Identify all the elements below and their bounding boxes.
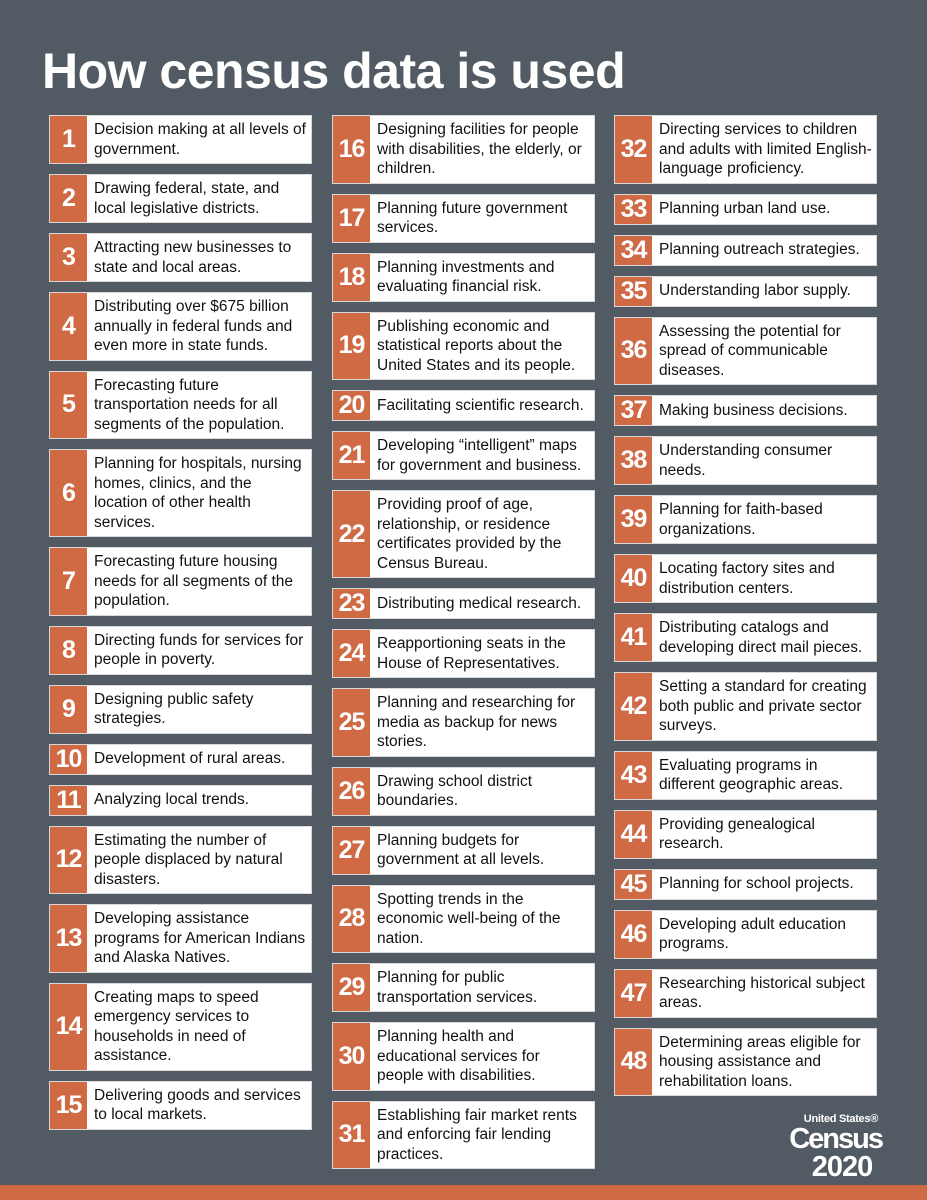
census-2020-logo <box>782 1113 882 1181</box>
item-number: 32 <box>615 116 652 183</box>
list-item <box>49 685 312 734</box>
item-text: Development of rural areas. <box>94 750 286 768</box>
item-number: 6 <box>50 450 87 536</box>
page-title: How census data is used <box>42 43 626 99</box>
item-number: 30 <box>333 1023 370 1090</box>
item-number: 47 <box>615 970 652 1017</box>
item-number: 4 <box>50 293 87 360</box>
item-number: 44 <box>615 811 652 858</box>
item-number: 39 <box>615 496 652 543</box>
list-item <box>332 390 595 421</box>
item-number: 22 <box>333 491 370 577</box>
item-text: Planning and researching for media as backup for news stories. <box>377 694 576 750</box>
item-text: Planning for school projects. <box>659 875 854 893</box>
item-text: Planning budgets for government at all levels. <box>377 831 545 868</box>
item-number: 13 <box>50 905 87 972</box>
list-item <box>49 626 312 675</box>
list-item <box>49 785 312 816</box>
column-3 <box>614 115 877 1106</box>
item-text: Providing proof of age, relationship, or residence certificates provided by the Census Bureau. <box>377 496 562 572</box>
item-number: 37 <box>615 396 652 425</box>
item-number: 10 <box>50 745 87 774</box>
item-text: Setting a standard for creating both public and private sector surveys. <box>659 678 867 734</box>
item-text: Evaluating programs in different geographic areas. <box>659 756 844 793</box>
item-text: Planning outreach strategies. <box>659 241 860 259</box>
item-text: Drawing school district boundaries. <box>377 772 533 809</box>
list-item <box>332 885 595 954</box>
list-item <box>614 235 877 266</box>
item-number: 19 <box>333 313 370 380</box>
list-item <box>49 983 312 1071</box>
list-item <box>332 688 595 757</box>
item-text: Facilitating scientific research. <box>377 396 584 414</box>
list-item <box>614 395 877 426</box>
logo-year: 2020 <box>811 1151 873 1183</box>
logo-census-word: Census <box>789 1123 882 1155</box>
item-number: 40 <box>615 555 652 602</box>
item-text: Understanding labor supply. <box>659 282 851 300</box>
item-text: Decision making at all levels of government. <box>94 121 306 158</box>
item-number: 18 <box>333 254 370 301</box>
item-text: Distributing catalogs and developing direct mail pieces. <box>659 619 863 656</box>
item-text: Developing adult education programs. <box>659 915 846 952</box>
list-item <box>332 194 595 243</box>
list-item <box>332 312 595 381</box>
item-number: 25 <box>333 689 370 756</box>
list-item <box>49 233 312 282</box>
item-text: Spotting trends in the economic well-being of the nation. <box>377 890 561 947</box>
item-number: 35 <box>615 277 652 306</box>
item-text: Researching historical subject areas. <box>659 974 865 1011</box>
item-text: Directing services to children and adults with limited English-language proficiency. <box>659 121 872 177</box>
item-number: 8 <box>50 627 87 674</box>
item-number: 1 <box>50 116 87 163</box>
item-text: Planning investments and evaluating financial risk. <box>377 258 555 295</box>
list-item <box>49 115 312 164</box>
item-number: 31 <box>333 1102 370 1169</box>
item-number: 15 <box>50 1082 87 1129</box>
item-text: Distributing over $675 billion annually in federal funds and even more in state funds. <box>94 298 293 354</box>
list-item <box>49 826 312 895</box>
item-number: 36 <box>615 318 652 385</box>
item-text: Publishing economic and statistical reports about the United States and its people. <box>377 317 576 374</box>
list-item <box>49 547 312 616</box>
item-text: Planning for faith-based organizations. <box>659 501 823 538</box>
item-number: 26 <box>333 768 370 815</box>
item-text: Planning urban land use. <box>659 200 831 218</box>
item-text: Planning for hospitals, nursing homes, clinics, and the location of other health services. <box>94 455 302 531</box>
list-item <box>332 490 595 578</box>
list-item <box>614 436 877 485</box>
item-number: 24 <box>333 630 370 677</box>
item-number: 33 <box>615 195 652 224</box>
item-text: Estimating the number of people displaced by natural disasters. <box>94 831 283 888</box>
list-item <box>49 449 312 537</box>
item-text: Understanding consumer needs. <box>659 442 833 479</box>
item-text: Distributing medical research. <box>377 594 582 612</box>
item-number: 45 <box>615 870 652 899</box>
item-text: Creating maps to speed emergency services to households in need of assistance. <box>94 988 259 1064</box>
item-text: Planning for public transportation services. <box>377 969 538 1006</box>
item-number: 29 <box>333 964 370 1011</box>
list-item <box>332 767 595 816</box>
list-item <box>614 317 877 386</box>
list-item <box>332 588 595 619</box>
list-item <box>614 276 877 307</box>
column-2 <box>332 115 595 1179</box>
item-number: 5 <box>50 372 87 439</box>
list-item <box>332 115 595 184</box>
item-text: Designing public safety strategies. <box>94 690 254 727</box>
list-item <box>614 554 877 603</box>
list-item <box>614 495 877 544</box>
item-number: 46 <box>615 911 652 958</box>
list-item <box>614 869 877 900</box>
item-text: Directing funds for services for people in poverty. <box>94 631 304 668</box>
item-text: Designing facilities for people with disabilities, the elderly, or children. <box>377 121 582 177</box>
item-number: 3 <box>50 234 87 281</box>
item-text: Establishing fair market rents and enforcing fair lending practices. <box>377 1106 577 1163</box>
item-number: 48 <box>615 1029 652 1096</box>
item-number: 14 <box>50 984 87 1070</box>
item-number: 38 <box>615 437 652 484</box>
list-item <box>49 174 312 223</box>
item-text: Planning future government services. <box>377 199 568 236</box>
item-number: 7 <box>50 548 87 615</box>
item-text: Attracting new businesses to state and local areas. <box>94 239 292 276</box>
item-text: Planning health and educational services for people with disabilities. <box>377 1028 540 1084</box>
item-text: Reapportioning seats in the House of Representatives. <box>377 635 566 672</box>
item-number: 12 <box>50 827 87 894</box>
item-number: 11 <box>50 786 87 815</box>
item-number: 23 <box>333 589 370 618</box>
item-number: 16 <box>333 116 370 183</box>
list-item <box>614 910 877 959</box>
list-item <box>614 613 877 662</box>
list-item <box>332 826 595 875</box>
item-number: 9 <box>50 686 87 733</box>
column-1 <box>49 115 312 1140</box>
item-number: 41 <box>615 614 652 661</box>
item-text: Drawing federal, state, and local legislative districts. <box>94 180 280 217</box>
item-text: Developing “intelligent” maps for government and business. <box>377 437 582 474</box>
item-number: 43 <box>615 752 652 799</box>
item-text: Forecasting future housing needs for all segments of the population. <box>94 553 294 609</box>
item-number: 34 <box>615 236 652 265</box>
item-text: Locating factory sites and distribution centers. <box>659 560 835 597</box>
list-item <box>332 253 595 302</box>
footer-accent-bar <box>0 1185 927 1200</box>
item-text: Delivering goods and services to local markets. <box>94 1086 301 1123</box>
list-item <box>614 969 877 1018</box>
item-text: Analyzing local trends. <box>94 791 250 809</box>
list-item <box>332 629 595 678</box>
item-number: 2 <box>50 175 87 222</box>
list-item <box>49 1081 312 1130</box>
list-item <box>332 1022 595 1091</box>
item-number: 27 <box>333 827 370 874</box>
item-number: 28 <box>333 886 370 953</box>
item-text: Making business decisions. <box>659 401 848 419</box>
item-number: 20 <box>333 391 370 420</box>
item-text: Developing assistance programs for American Indians and Alaska Natives. <box>94 910 306 966</box>
item-number: 21 <box>333 432 370 479</box>
list-item <box>332 1101 595 1170</box>
item-number: 42 <box>615 673 652 740</box>
list-item <box>49 371 312 440</box>
list-item <box>614 751 877 800</box>
logo-country-text: United States® <box>803 1113 878 1125</box>
list-item <box>614 672 877 741</box>
list-item <box>49 292 312 361</box>
item-text: Determining areas eligible for housing assistance and rehabilitation loans. <box>659 1033 861 1090</box>
list-item <box>49 744 312 775</box>
list-item <box>332 431 595 480</box>
item-text: Assessing the potential for spread of communicable diseases. <box>659 322 841 379</box>
item-text: Forecasting future transportation needs for all segments of the population. <box>94 376 285 433</box>
list-item <box>49 904 312 973</box>
list-item <box>614 115 877 184</box>
list-item <box>614 194 877 225</box>
list-item <box>332 963 595 1012</box>
list-item <box>614 1028 877 1097</box>
list-item <box>614 810 877 859</box>
item-text: Providing genealogical research. <box>659 815 815 852</box>
item-number: 17 <box>333 195 370 242</box>
